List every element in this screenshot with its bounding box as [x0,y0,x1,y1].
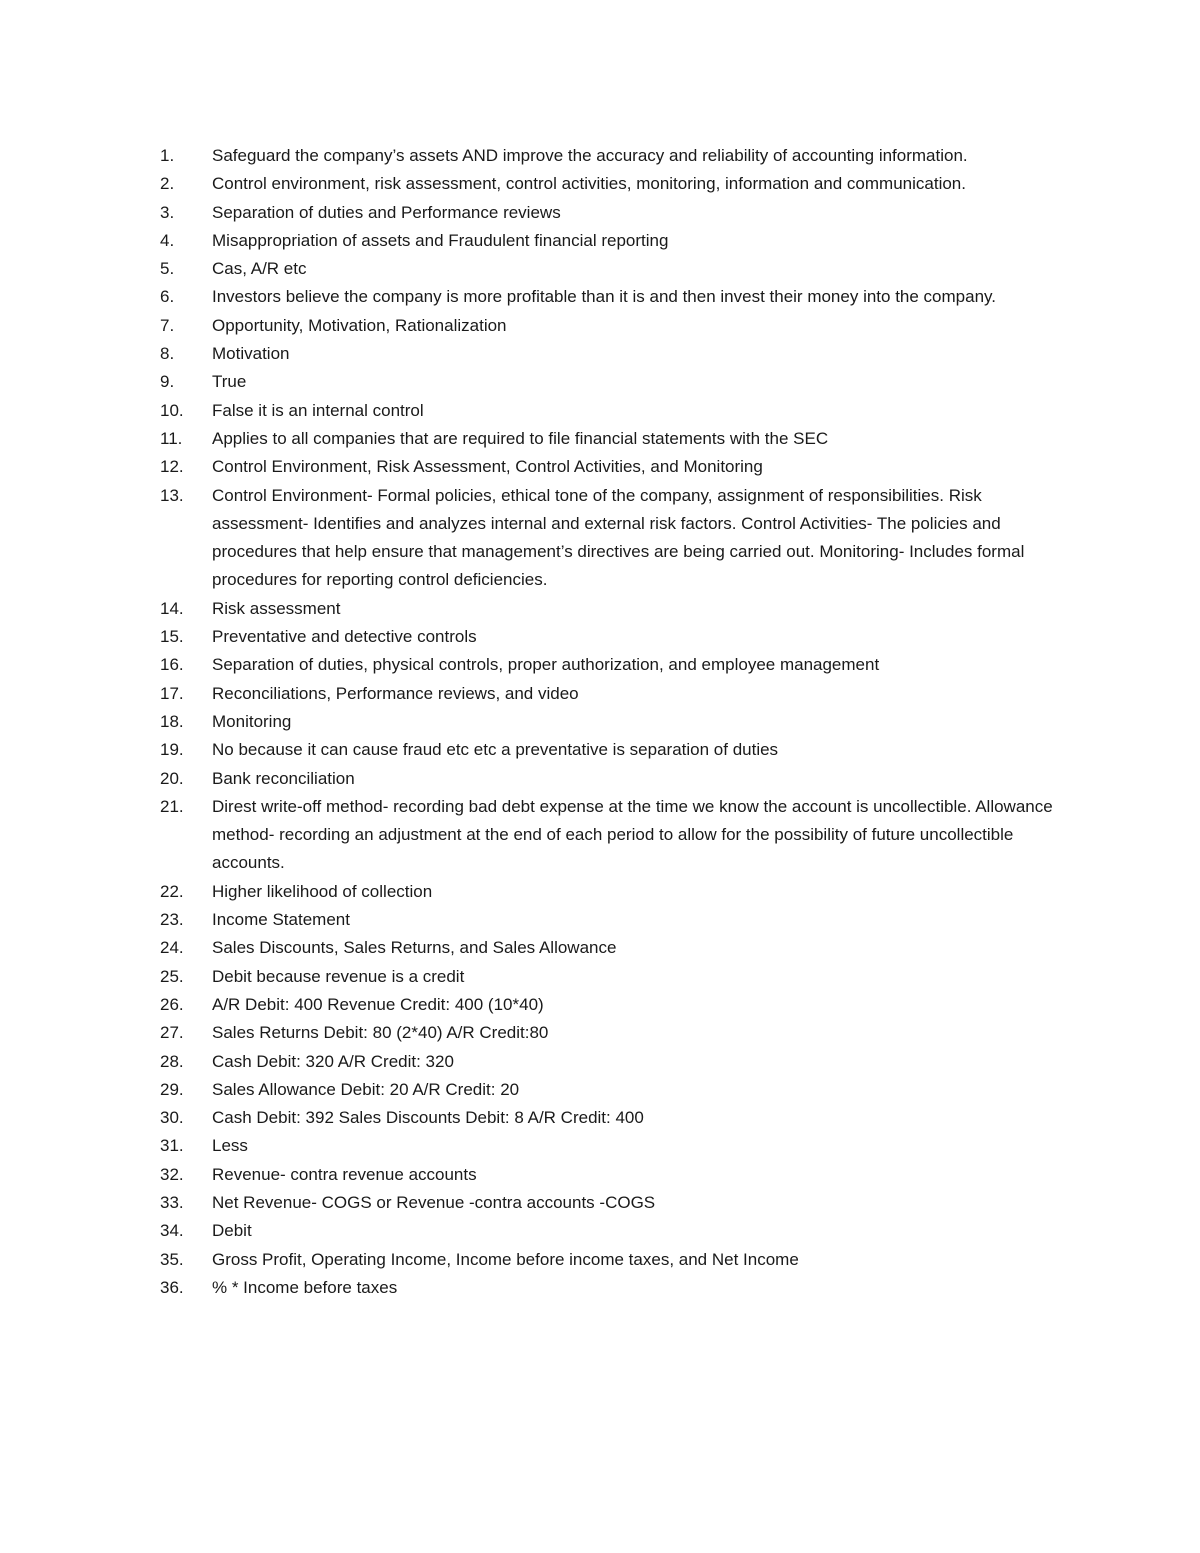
list-item [160,425,1060,453]
item-text: Net Revenue- COGS or Revenue -contra accounts -COGS [212,1192,656,1212]
item-number: 15. [160,627,184,647]
answer-list [160,142,1060,1302]
item-text: True [212,372,247,392]
list-item [160,595,1060,623]
list-item [160,793,1060,878]
item-number: 35. [160,1249,184,1269]
item-text: Debit [212,1221,252,1241]
item-text: Sales Returns Debit: 80 (2*40) A/R Credit:80 [212,1023,549,1043]
item-text: Monitoring [212,711,292,731]
item-number: 32. [160,1164,184,1184]
item-text: Sales Allowance Debit: 20 A/R Credit: 20 [212,1079,520,1099]
list-item [160,991,1060,1019]
list-item [160,736,1060,764]
list-item [160,1132,1060,1160]
list-item [160,170,1060,198]
list-item [160,340,1060,368]
item-number: 5. [160,259,175,279]
item-text: Misappropriation of assets and Fraudulent financial reporting [212,230,669,250]
item-number: 19. [160,740,184,760]
item-text: Gross Profit, Operating Income, Income before income taxes, and Net Income [212,1249,799,1269]
item-text: Control Environment- Formal policies, ethical tone of the company, assignment of responsibilities. Risk assessment- Identifies and analyzes internal and external risk factors. Control Activities- The policies and procedures that help ensure that management’s directives are being carried out. Monitoring- Includes formal procedures for reporting control deficiencies. [212,485,1025,590]
item-number: 20. [160,768,184,788]
item-text: False it is an internal control [212,400,424,420]
item-number: 1. [160,146,175,165]
list-item [160,1076,1060,1104]
list-item [160,934,1060,962]
item-number: 8. [160,344,175,364]
list-item [160,227,1060,255]
list-item [160,283,1060,311]
list-item [160,680,1060,708]
item-text: Applies to all companies that are required to file financial statements with the SEC [212,428,829,448]
item-number: 21. [160,796,184,816]
item-number: 22. [160,881,184,901]
list-item [160,397,1060,425]
item-text: Preventative and detective controls [212,627,477,647]
list-item [160,1274,1060,1302]
item-number: 28. [160,1051,184,1071]
list-item [160,878,1060,906]
list-item [160,1161,1060,1189]
item-number: 34. [160,1221,184,1241]
item-number: 18. [160,711,184,731]
item-text: Debit because revenue is a credit [212,966,465,986]
list-item [160,255,1060,283]
list-item [160,1189,1060,1217]
list-item [160,482,1060,595]
item-number: 13. [160,485,184,505]
item-text: Safeguard the company’s assets AND improve the accuracy and reliability of accounting information. [212,146,968,165]
list-item [160,453,1060,481]
item-number: 3. [160,202,175,222]
list-item [160,368,1060,396]
list-item [160,651,1060,679]
list-item [160,963,1060,991]
list-item [160,1048,1060,1076]
list-item [160,1019,1060,1047]
item-number: 24. [160,938,184,958]
item-number: 14. [160,598,184,618]
list-item [160,199,1060,227]
item-text: Control environment, risk assessment, control activities, monitoring, information and communication. [212,174,966,194]
item-number: 4. [160,230,175,250]
item-text: Investors believe the company is more profitable than it is and then invest their money into the company. [212,287,996,307]
item-number: 30. [160,1108,184,1128]
item-text: Cash Debit: 320 A/R Credit: 320 [212,1051,454,1071]
item-number: 2. [160,174,175,194]
list-item [160,1246,1060,1274]
item-text: Reconciliations, Performance reviews, and video [212,683,579,703]
list-item [160,906,1060,934]
list-item [160,623,1060,651]
list-item [160,708,1060,736]
item-text: Revenue- contra revenue accounts [212,1164,477,1184]
item-number: 6. [160,287,175,307]
item-text: Cash Debit: 392 Sales Discounts Debit: 8 A/R Credit: 400 [212,1108,644,1128]
item-text: Income Statement [212,910,350,930]
item-text: Bank reconciliation [212,768,355,788]
list-item [160,765,1060,793]
item-text: Separation of duties, physical controls, proper authorization, and employee management [212,655,880,675]
item-text: No because it can cause fraud etc etc a preventative is separation of duties [212,740,779,760]
item-number: 27. [160,1023,184,1043]
item-text: Control Environment, Risk Assessment, Control Activities, and Monitoring [212,457,763,477]
item-number: 11. [160,428,183,448]
item-text: Separation of duties and Performance reviews [212,202,561,222]
item-number: 12. [160,457,184,477]
list-item [160,312,1060,340]
item-text: Risk assessment [212,598,341,618]
item-number: 9. [160,372,175,392]
item-text: Opportunity, Motivation, Rationalization [212,315,507,335]
list-item [160,142,1060,170]
item-number: 26. [160,994,184,1014]
item-text: % * Income before taxes [212,1277,398,1297]
item-number: 31. [160,1136,184,1156]
item-text: Sales Discounts, Sales Returns, and Sales Allowance [212,938,617,958]
item-number: 33. [160,1192,184,1212]
item-text: Cas, A/R etc [212,259,307,279]
item-number: 16. [160,655,184,675]
item-number: 7. [160,315,175,335]
item-number: 29. [160,1079,184,1099]
item-number: 10. [160,400,184,420]
item-number: 25. [160,966,184,986]
list-item [160,1104,1060,1132]
item-text: Less [212,1136,248,1156]
item-text: Direst write-off method- recording bad debt expense at the time we know the account is uncollectible. Allowance method- recording an adjustment at the end of each period to allow for the possibility of future uncollectible accounts. [212,796,1053,873]
item-number: 23. [160,910,184,930]
item-number: 36. [160,1277,184,1297]
item-text: Higher likelihood of collection [212,881,433,901]
item-text: A/R Debit: 400 Revenue Credit: 400 (10*40) [212,994,544,1014]
list-item [160,1217,1060,1245]
item-number: 17. [160,683,184,703]
item-text: Motivation [212,344,290,364]
